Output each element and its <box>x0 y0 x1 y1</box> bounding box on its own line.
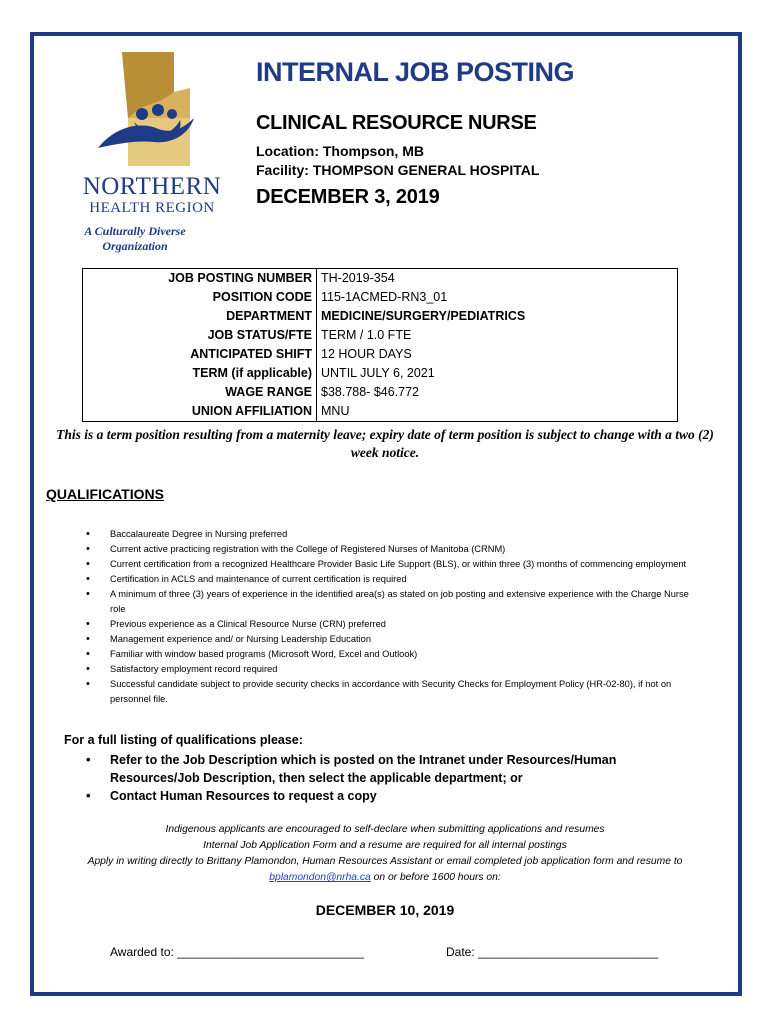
detail-value: 115-1ACMED-RN3_01 <box>317 288 678 307</box>
qualifications-list <box>80 527 700 707</box>
list-item: • Successful candidate subject to provide security checks in accordance with Security Checks for Employment Policy (HR-02-80), if not on personnel file. <box>80 677 700 707</box>
footer-line1: Indigenous applicants are encouraged to self-declare when submitting applications and resumes <box>165 824 605 835</box>
detail-label: TERM (if applicable) <box>83 364 317 383</box>
detail-value: 12 HOUR DAYS <box>317 345 678 364</box>
email-link[interactable]: bplamondon@nrha.ca <box>269 872 371 883</box>
detail-label: DEPARTMENT <box>83 307 317 326</box>
footer-line2: Internal Job Application Form and a resume are required for all internal postings <box>203 840 567 851</box>
detail-label: POSITION CODE <box>83 288 317 307</box>
application-deadline: DECEMBER 10, 2019 <box>315 902 455 918</box>
table-row <box>83 383 678 402</box>
table-row <box>83 345 678 364</box>
list-item: • Management experience and/ or Nursing Leadership Education <box>80 632 700 647</box>
tagline-line1: A Culturally Diverse <box>84 224 186 238</box>
detail-label: JOB POSTING NUMBER <box>83 269 317 289</box>
list-item: • Previous experience as a Clinical Resource Nurse (CRN) preferred <box>80 617 700 632</box>
list-item: • Current certification from a recognized Healthcare Provider Basic Life Support (BLS), or within three (3) months of commencing employment <box>80 557 700 572</box>
list-item: • Satisfactory employment record required <box>80 662 700 677</box>
logo-wordmark <box>78 174 226 216</box>
application-instructions <box>40 822 730 886</box>
list-item: • Baccalaureate Degree in Nursing preferred <box>80 527 700 542</box>
term-note: This is a term position resulting from a maternity leave; expiry date of term position is subject to change with a two (2) week notice. <box>56 427 714 460</box>
list-item: • Contact Human Resources to request a copy <box>80 787 700 805</box>
detail-value: MNU <box>317 402 678 422</box>
location-text: Location: Thompson, MB <box>256 143 424 159</box>
list-item: • Current active practicing registration with the College of Registered Nurses of Manitoba (CRNM) <box>80 542 700 557</box>
detail-value: TH-2019-354 <box>317 269 678 289</box>
table-row <box>83 269 678 289</box>
logo-name-line2: HEALTH REGION <box>89 200 215 216</box>
footer-line3: Apply in writing directly to Brittany Plamondon, Human Resources Assistant or email completed job application form and resume to <box>87 856 683 867</box>
list-item: • A minimum of three (3) years of experience in the identified area(s) as stated on job posting and extensive experience with the Charge Nurse role <box>80 587 700 617</box>
full-listing-heading: For a full listing of qualifications please: <box>64 733 303 747</box>
footer-line4 <box>40 870 730 886</box>
page-title: INTERNAL JOB POSTING <box>256 57 575 87</box>
table-row <box>83 364 678 383</box>
qualifications-heading: QUALIFICATIONS <box>46 486 164 502</box>
posting-date: DECEMBER 3, 2019 <box>256 186 440 208</box>
detail-value: UNTIL JULY 6, 2021 <box>317 364 678 383</box>
awarded-to-field: Awarded to: ____________________________ <box>110 945 365 959</box>
detail-label: ANTICIPATED SHIFT <box>83 345 317 364</box>
date-field: Date: ___________________________ <box>446 945 659 959</box>
table-row <box>83 288 678 307</box>
list-item: • Familiar with window based programs (Microsoft Word, Excel and Outlook) <box>80 647 700 662</box>
location-block <box>256 142 539 180</box>
list-item: • Refer to the Job Description which is posted on the Intranet under Resources/Human Resources/Job Description, then select the applicable department; or <box>80 751 700 787</box>
detail-value: $38.788- $46.772 <box>317 383 678 402</box>
detail-label: WAGE RANGE <box>83 383 317 402</box>
position-title: CLINICAL RESOURCE NURSE <box>256 112 537 134</box>
facility-text: Facility: THOMPSON GENERAL HOSPITAL <box>256 162 540 178</box>
table-row <box>83 307 678 326</box>
footer-line4-suffix: on or before 1600 hours on: <box>370 872 501 883</box>
detail-label: JOB STATUS/FTE <box>83 326 317 345</box>
job-details-table <box>82 268 678 422</box>
list-item: • Certification in ACLS and maintenance of current certification is required <box>80 572 700 587</box>
tagline-line2: Organization <box>102 239 168 253</box>
detail-value: MEDICINE/SURGERY/PEDIATRICS <box>317 307 678 326</box>
detail-label: UNION AFFILIATION <box>83 402 317 422</box>
detail-value: TERM / 1.0 FTE <box>317 326 678 345</box>
logo-name-line1: NORTHERN <box>82 173 222 200</box>
table-row <box>83 326 678 345</box>
full-listing-list <box>80 751 700 805</box>
manitoba-map-icon <box>70 48 240 178</box>
table-row <box>83 402 678 422</box>
logo-tagline <box>60 224 210 254</box>
